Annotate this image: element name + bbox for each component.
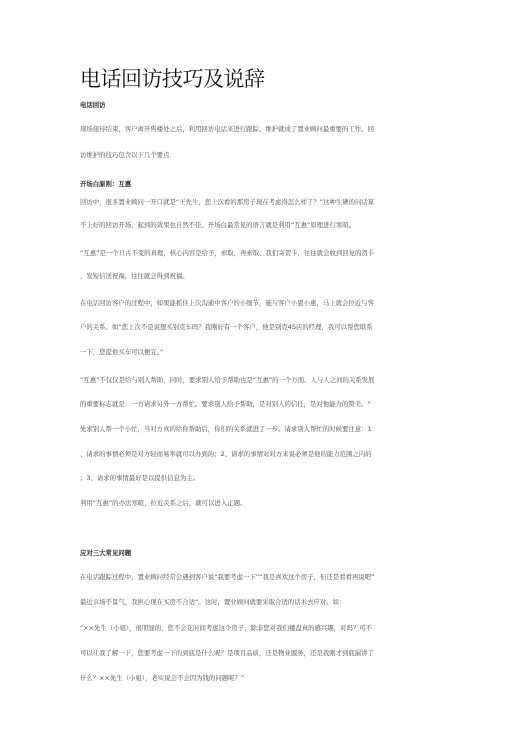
paragraph-line: 先求别人帮一个小忙，当对方真的给你帮助后，你们的关系就进了一步。请求别人帮忙的时候要注意：1 bbox=[80, 425, 372, 433]
paragraph-line: 在电话跟踪过程中，置业顾问经常会遇到客户说“我要考虑一下”“我是喜欢这个房子，但还是看看再说吧” bbox=[80, 573, 375, 581]
paragraph-line: 户的关系。如“您上次不是说想买别克车吗？我刚好有一个客户，他是别克4S店的经理，我可以帮您联系 bbox=[80, 323, 373, 331]
paragraph-line: 什么？××先生（小姐），老实说会不会因为钱的问题呢？” bbox=[80, 674, 245, 682]
paragraph-line: 一下，您提他买车可以便宜。” bbox=[80, 348, 164, 356]
paragraph-line: ；3、请求的事情最好是以提供信息为主。 bbox=[80, 474, 200, 482]
section-heading: 应对三大常见问题 bbox=[80, 549, 132, 557]
paragraph-line: 现场接待结束，客户离开售楼处之后，利用回访电话来进行跟踪、维护就成了置业顾问最重要的工作。回 bbox=[80, 125, 374, 133]
paragraph-line: 最近市场不景气，我担心现在买房不合适”。这时，置业顾问就要采取合适的话术去应对。如： bbox=[80, 598, 346, 606]
paragraph-line: “互惠”是一个亘古不变的真理，核心内容是给予，索取，再索取。我们寄贺卡，往往就会收到回复的贺卡 bbox=[80, 249, 375, 257]
paragraph-line: “××先生（小姐），很明显的，您不会花时间考虑这个房子，除非您对我们楼盘真的感兴趣，对吗？可不 bbox=[80, 624, 373, 632]
paragraph-line: ，发短信送祝福，往往就会得到祝福。 bbox=[80, 272, 189, 280]
paragraph-line: 、请求的事情必须是对方轻而易举就可以办到的；2、请求的事情对对方来说必须是他的能力范围之内的 bbox=[80, 450, 372, 458]
paragraph-line: 的重要标志就是：一方请求另外一方帮忙。要求别人给予帮助，是对别人的信任，是对他能力的赞美。“ bbox=[80, 400, 371, 408]
section-heading: 电话回访 bbox=[80, 101, 106, 109]
section-heading: 开场白原则：互惠 bbox=[80, 180, 132, 188]
paragraph-line: 回访中，很多置业顾问一开口就是“王先生，您上次看的那房子现在考虑得怎么样了？”这种生硬的问话算 bbox=[80, 198, 375, 206]
paragraph-line: 利用“互惠”的办法寒暄，拉近关系之后，就可以进入正题。 bbox=[80, 499, 247, 507]
paragraph-line: 可以让我了解一下，您要考虑一下的到底是什么呢？是项目品质，还是物业服务，还是我刚才到底漏讲了 bbox=[80, 649, 374, 657]
paragraph-line: “互惠”不仅仅是给与别人帮助，同时，要求别人给予帮助也是“互惠”的一个方面。人与人之间的关系发展 bbox=[80, 376, 375, 384]
paragraph-line: 访维护的技巧包含以下几个要点： bbox=[80, 151, 176, 159]
document-title: 电话回访技巧及说辞 bbox=[80, 67, 265, 91]
paragraph-line: 在电话回访客户的过程中，如果能抓住上次沟通中客户的小细节，施与客户小恩小惠，马上就会拉近与客 bbox=[80, 299, 374, 307]
paragraph-line: 不上好的回访开场，起到的效果也自然不佳。开场白最常见的语言就是利用“互惠”原理进行寒暄。 bbox=[80, 221, 356, 229]
